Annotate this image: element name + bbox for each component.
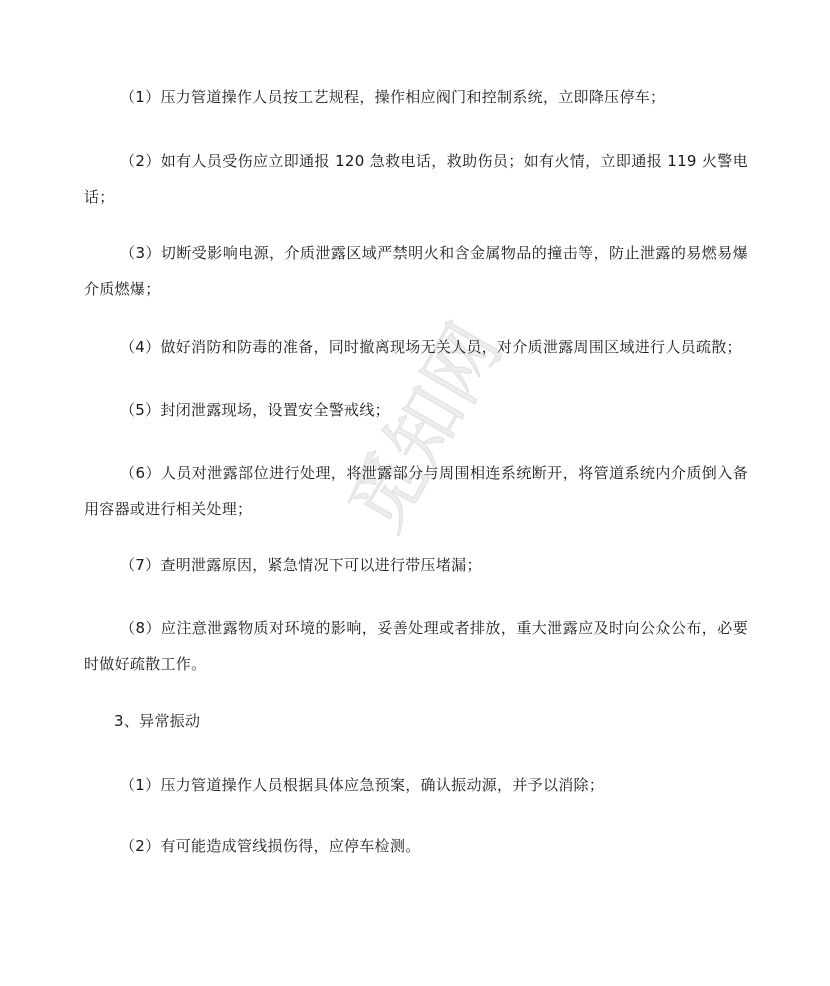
paragraph-7: （7）查明泄露原因，紧急情况下可以进行带压堵漏； bbox=[120, 556, 482, 574]
section-paragraph-2: （2）有可能造成管线损伤得，应停车检测。 bbox=[120, 837, 421, 855]
section-heading: 3、异常振动 bbox=[114, 712, 201, 730]
paragraph-3: （3）切断受影响电源，介质泄露区域严禁明火和含金属物品的撞击等，防止泄露的易燃易爆介质燃爆； bbox=[84, 244, 748, 298]
paragraph-4: （4）做好消防和防毒的准备，同时撤离现场无关人员，对介质泄露周围区域进行人员疏散； bbox=[120, 338, 742, 356]
watermark-text: 觅知网 bbox=[332, 309, 519, 546]
paragraph-5: （5）封闭泄露现场，设置安全警戒线； bbox=[120, 401, 390, 419]
paragraph-6: （6）人员对泄露部位进行处理，将泄露部分与周围相连系统断开，将管道系统内介质倒入备用容器或进行相关处理； bbox=[84, 464, 748, 518]
paragraph-1: （1）压力管道操作人员按工艺规程，操作相应阀门和控制系统，立即降压停车； bbox=[120, 88, 666, 106]
paragraph-8: （8）应注意泄露物质对环境的影响，妥善处理或者排放，重大泄露应及时向公众公布，必要时做好疏散工作。 bbox=[84, 619, 748, 673]
paragraph-2: （2）如有人员受伤应立即通报 120 急救电话，救助伤员；如有火情，立即通报 119 火警电话； bbox=[84, 152, 748, 206]
section-paragraph-1: （1）压力管道操作人员根据具体应急预案，确认振动源，并予以消除； bbox=[120, 776, 605, 794]
